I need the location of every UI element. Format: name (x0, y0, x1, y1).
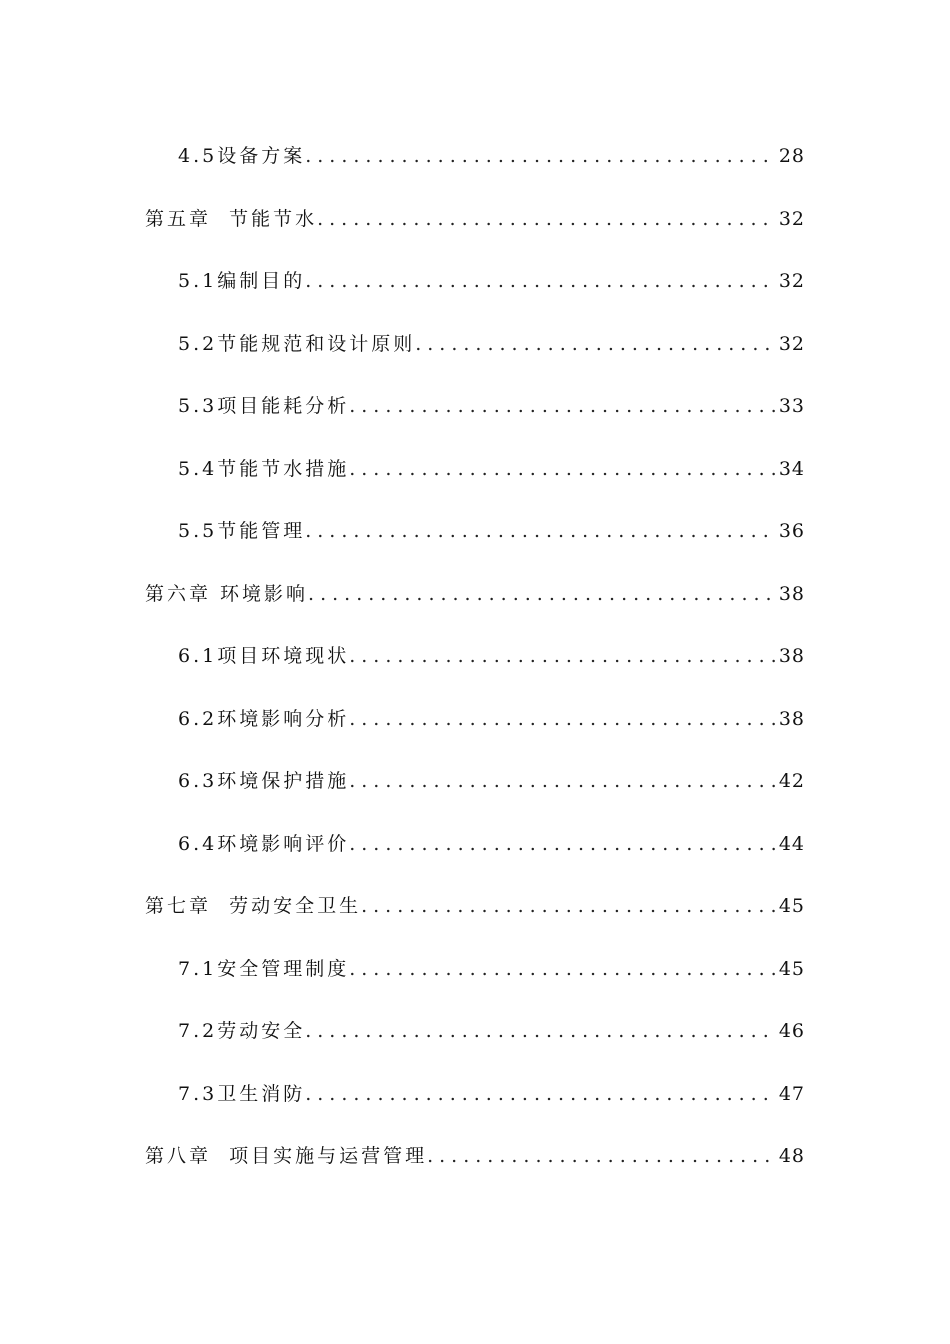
toc-entry-page: 28 (778, 145, 805, 167)
toc-entry-title: 5.3项目能耗分析 (178, 395, 350, 417)
toc-entry[interactable] (178, 757, 805, 793)
toc-dot-leader (415, 332, 775, 356)
toc-entry-page: 32 (778, 208, 805, 230)
toc-entry[interactable] (178, 945, 805, 981)
toc-dot-leader (308, 582, 775, 606)
toc-entry[interactable] (178, 1007, 805, 1043)
toc-entry-page: 38 (778, 708, 805, 730)
toc-dot-leader (349, 832, 775, 856)
toc-entry-page: 47 (778, 1083, 805, 1105)
toc-entry[interactable] (145, 1132, 805, 1168)
toc-entry-page: 45 (778, 958, 805, 980)
toc-entry-page: 44 (778, 833, 805, 855)
toc-entry-page: 45 (778, 895, 805, 917)
toc-entry-page: 38 (778, 583, 805, 605)
toc-dot-leader (305, 1019, 775, 1043)
toc-dot-leader (349, 707, 775, 731)
toc-entry-page: 42 (778, 770, 805, 792)
toc-entry-title: 6.4环境影响评价 (178, 833, 350, 855)
toc-entry[interactable] (178, 632, 805, 668)
toc-entry-page: 36 (778, 520, 805, 542)
toc-entry[interactable] (178, 695, 805, 731)
toc-dot-leader (349, 394, 775, 418)
toc-entry-title: 5.4节能节水措施 (178, 458, 350, 480)
toc-entry[interactable] (178, 445, 805, 481)
toc-entry[interactable] (145, 882, 805, 918)
toc-dot-leader (349, 644, 775, 668)
toc-entry[interactable] (145, 570, 805, 606)
toc-entry-title: 6.2环境影响分析 (178, 708, 350, 730)
toc-entry-page: 34 (778, 458, 805, 480)
toc-dot-leader (317, 207, 775, 231)
toc-entry[interactable] (178, 257, 805, 293)
toc-entry-title: 7.1安全管理制度 (178, 958, 350, 980)
toc-entry-title: 4.5设备方案 (178, 145, 306, 167)
toc-entry[interactable] (178, 132, 805, 168)
toc-dot-leader (305, 269, 775, 293)
toc-entry-title: 第八章 项目实施与运营管理 (145, 1145, 428, 1167)
toc-entry-title: 6.3环境保护措施 (178, 770, 350, 792)
toc-entry-page: 46 (778, 1020, 805, 1042)
toc-entry-title: 5.2节能规范和设计原则 (178, 333, 416, 355)
toc-entry-page: 48 (778, 1145, 805, 1167)
toc-entry-title: 第七章 劳动安全卫生 (145, 895, 362, 917)
toc-entry[interactable] (145, 195, 805, 231)
toc-entry-page: 32 (778, 270, 805, 292)
toc-entry-title: 6.1项目环境现状 (178, 645, 350, 667)
toc-entry[interactable] (178, 382, 805, 418)
toc-entry[interactable] (178, 1070, 805, 1106)
toc-dot-leader (349, 769, 775, 793)
toc-entry-title: 7.3卫生消防 (178, 1083, 306, 1105)
toc-entry[interactable] (178, 320, 805, 356)
toc-entry[interactable] (178, 820, 805, 856)
toc-dot-leader (305, 519, 775, 543)
toc-dot-leader (349, 457, 775, 481)
toc-dot-leader (305, 144, 775, 168)
toc-entry-page: 32 (778, 333, 805, 355)
toc-entry-title: 7.2劳动安全 (178, 1020, 306, 1042)
toc-entry-title: 第五章 节能节水 (145, 208, 318, 230)
toc-entry-title: 第六章 环境影响 (145, 583, 309, 605)
toc-dot-leader (305, 1082, 775, 1106)
toc-dot-leader (427, 1144, 775, 1168)
toc-dot-leader (349, 957, 775, 981)
toc-entry-page: 33 (778, 395, 805, 417)
toc-entry[interactable] (178, 507, 805, 543)
toc-entry-title: 5.1编制目的 (178, 270, 306, 292)
toc-entry-page: 38 (778, 645, 805, 667)
toc-entry-title: 5.5节能管理 (178, 520, 306, 542)
toc-dot-leader (361, 894, 775, 918)
